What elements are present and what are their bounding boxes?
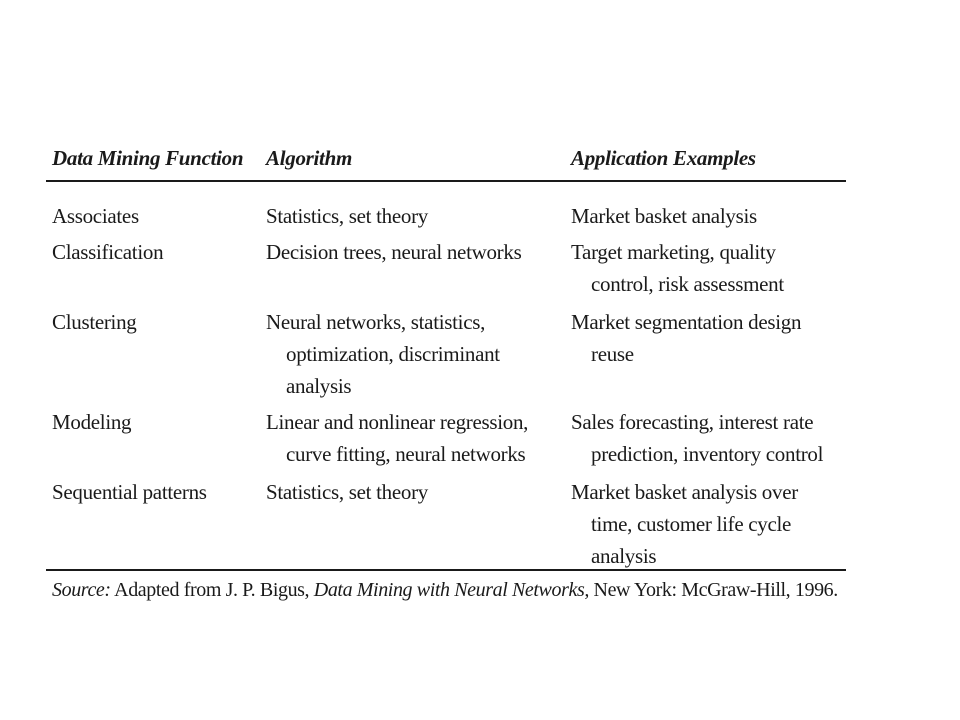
source-note: [46, 571, 846, 611]
cell-line: Sales forecasting, interest rate: [571, 410, 814, 434]
cell-line: Statistics, set theory: [266, 204, 428, 228]
cell-line: Target marketing, quality: [571, 240, 776, 264]
cell-line: Statistics, set theory: [266, 480, 428, 504]
cell-line: Linear and nonlinear regression,: [266, 410, 529, 434]
cell-line: analysis: [591, 544, 657, 568]
cell-line: Neural networks, statistics,: [266, 310, 486, 334]
source-text-before: Adapted from J. P. Bigus,: [114, 579, 310, 601]
source-text-after: New York: McGraw-Hill, 1996.: [593, 579, 838, 601]
cell-line: reuse: [591, 342, 634, 366]
cell-line: control, risk assessment: [591, 272, 784, 296]
table-header: [46, 140, 846, 182]
cell-line: Market basket analysis: [571, 204, 757, 228]
cell-line: curve fitting, neural networks: [286, 442, 526, 466]
cell-function: Modeling: [52, 410, 132, 434]
cell-applications: [571, 476, 846, 572]
cell-line: Market basket analysis over: [571, 480, 798, 504]
cell-function: Sequential patterns: [52, 480, 207, 504]
cell-line: prediction, inventory control: [591, 442, 824, 466]
cell-algorithm: [266, 406, 566, 470]
source-citation: [52, 579, 838, 602]
cell-line: analysis: [286, 374, 352, 398]
header-function: Data Mining Function: [52, 146, 244, 170]
data-mining-table: [46, 140, 846, 611]
cell-algorithm: [266, 236, 566, 268]
cell-line: time, customer life cycle: [591, 512, 792, 536]
cell-algorithm: [266, 306, 566, 402]
table-body: [46, 182, 846, 571]
source-label: Source:: [52, 579, 111, 601]
cell-applications: [571, 200, 846, 232]
source-book-title: Data Mining with Neural Networks,: [313, 579, 589, 601]
cell-applications: [571, 236, 846, 300]
header-algorithm: Algorithm: [266, 146, 352, 170]
cell-line: Decision trees, neural networks: [266, 240, 522, 264]
cell-function: Clustering: [52, 310, 137, 334]
cell-algorithm: [266, 476, 566, 508]
cell-applications: [571, 306, 846, 370]
cell-algorithm: [266, 200, 566, 232]
cell-function: Classification: [52, 240, 164, 264]
header-applications: Application Examples: [571, 146, 756, 170]
cell-function: Associates: [52, 204, 139, 228]
cell-line: optimization, discriminant: [286, 342, 500, 366]
cell-applications: [571, 406, 846, 470]
cell-line: Market segmentation design: [571, 310, 802, 334]
